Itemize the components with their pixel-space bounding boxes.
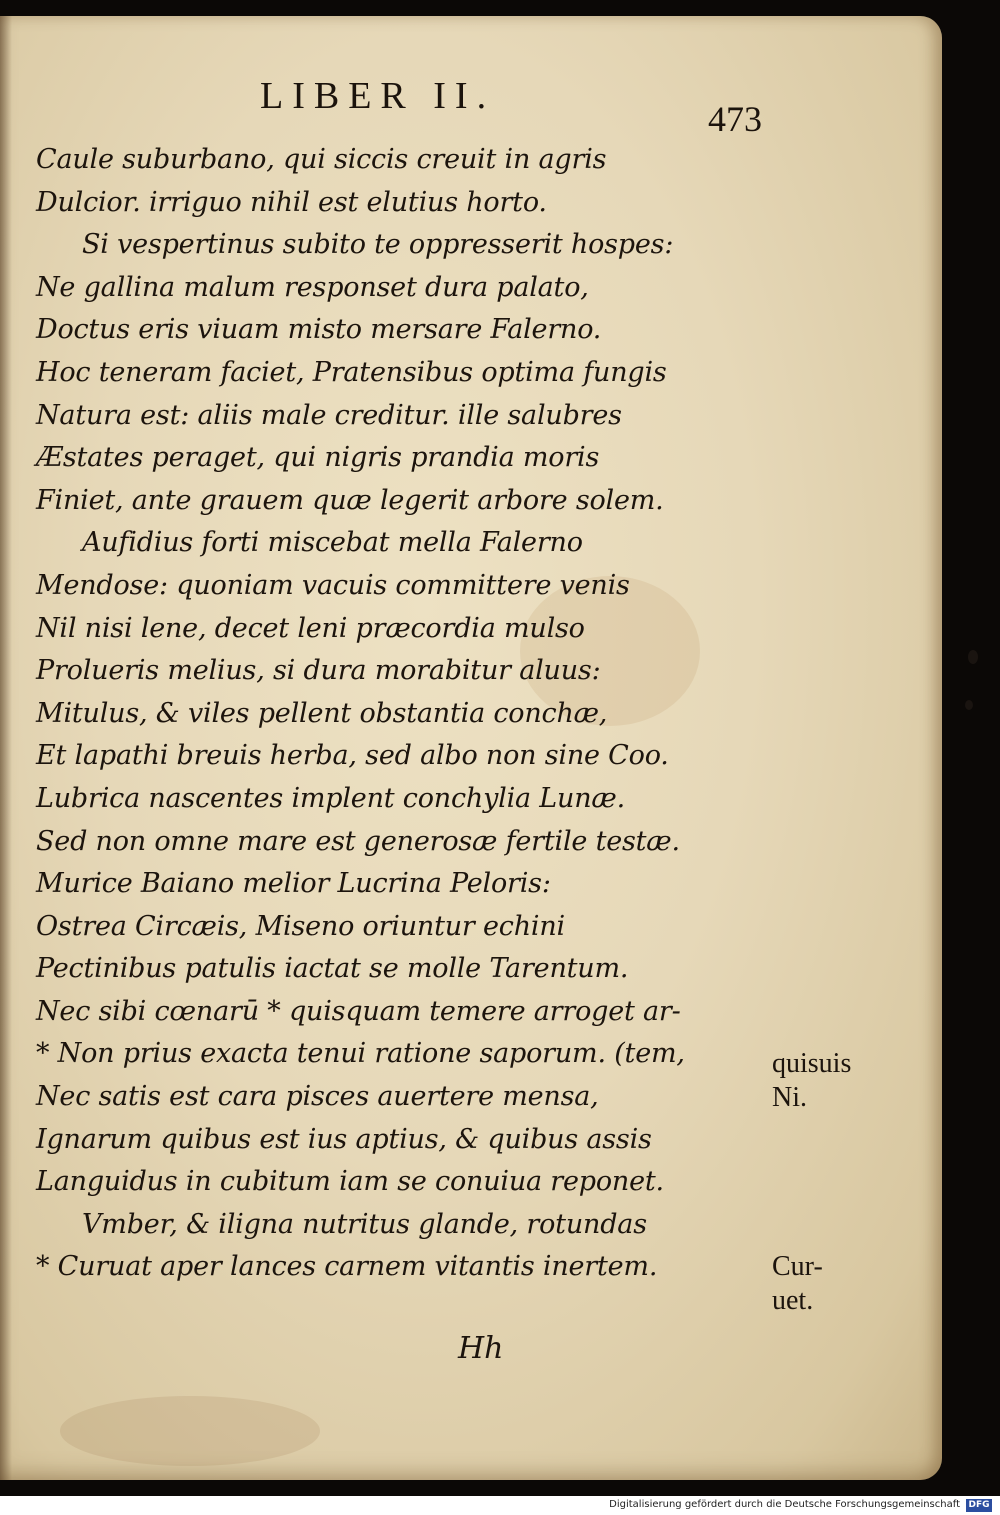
verse-line: Et lapathi breuis herba, sed albo non sine Coo. <box>36 740 669 772</box>
verse-line: Ne gallina malum responset dura palato, <box>36 271 589 303</box>
verse-line: Natura est: aliis male creditur. ille salubres <box>36 399 622 431</box>
verse-line: Aufidius forti miscebat mella Falerno <box>82 527 583 559</box>
paper-stain <box>60 1396 320 1466</box>
page-number: 473 <box>708 99 762 139</box>
margin-note-line: Ni. <box>772 1082 807 1113</box>
verse-line: Prolueris melius, si dura morabitur aluus: <box>36 655 601 687</box>
verse-line: Finiet, ante grauem quæ legerit arbore solem. <box>36 484 664 516</box>
signature-mark: Hh <box>458 1331 504 1366</box>
binding-mark <box>965 700 973 710</box>
verse-list <box>36 139 776 1289</box>
verse-line: Si vespertinus subito te oppresserit hospes: <box>82 229 674 261</box>
footer-bar <box>0 1496 1000 1515</box>
verse-line: Hoc teneram faciet, Pratensibus optima fungis <box>36 356 667 388</box>
verse-line: Ignarum quibus est ius aptius, & quibus assis <box>36 1123 652 1155</box>
verse-line: Dulcior. irriguo nihil est elutius horto. <box>36 186 547 218</box>
verse-line: Languidus in cubitum iam se conuiua reponet. <box>36 1166 664 1198</box>
verse-line: Æstates peraget, qui nigris prandia moris <box>36 442 600 474</box>
margin-note <box>772 1250 823 1318</box>
verse-line: Lubrica nascentes implent conchylia Lunæ. <box>36 782 625 814</box>
verse-line: Nil nisi lene, decet leni præcordia mulso <box>36 612 585 644</box>
verse-line: Murice Baiano melior Lucrina Peloris: <box>36 868 551 900</box>
verse-line: Pectinibus patulis iactat se molle Tarentum. <box>36 953 629 985</box>
verse-line: * Curuat aper lances carnem vitantis inertem. <box>36 1251 658 1283</box>
verse-line: Ostrea Circæis, Miseno oriuntur echini <box>36 910 565 942</box>
verse-line: Caule suburbano, qui siccis creuit in agris <box>36 144 607 175</box>
binding-mark <box>968 650 978 664</box>
margin-note <box>772 1047 851 1115</box>
funding-credit: Digitalisierung gefördert durch die Deutsche Forschungsgemeinschaft <box>609 1499 960 1510</box>
book-page <box>0 16 942 1480</box>
margin-note-line: quisuis <box>772 1048 852 1079</box>
running-head: LIBER II. <box>260 75 496 117</box>
verse-line: Nec sibi cœnarū * quisquam temere arroget ar- <box>36 995 681 1027</box>
verse-line: Doctus eris viuam misto mersare Falerno. <box>36 314 602 346</box>
verse-line: Mendose: quoniam vacuis committere venis <box>36 569 630 601</box>
verse-line: * Non prius exacta tenui ratione saporum. (tem, <box>36 1038 685 1070</box>
dfg-logo: DFG <box>966 1499 992 1512</box>
margin-note-line: Cur- <box>772 1251 823 1282</box>
verse-line: Vmber, & iligna nutritus glande, rotundas <box>82 1208 647 1240</box>
margin-note-line: uet. <box>772 1285 814 1316</box>
verse-line: Mitulus, & viles pellent obstantia conchæ, <box>36 697 608 729</box>
verse-line: Sed non omne mare est generosæ fertile testæ. <box>36 825 680 857</box>
verse-line: Nec satis est cara pisces auertere mensa, <box>36 1081 599 1113</box>
